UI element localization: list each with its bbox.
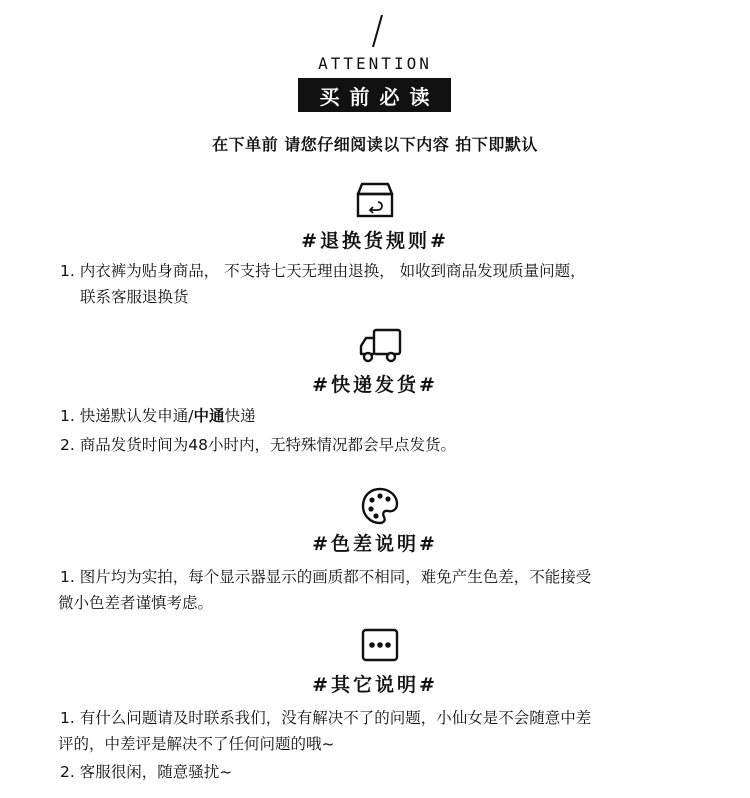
other-line-2: 评的，中差评是解决不了任何问题的哦~ xyxy=(58,735,335,753)
other-line-3: 2. 客服很闲，随意骚扰~ xyxy=(60,763,233,781)
shipping-line-1-bold: 中通 xyxy=(193,407,225,425)
returns-title: #退换货规则# xyxy=(301,230,449,252)
color-line-2: 微小色差者谨慎考虑。 xyxy=(58,594,214,612)
other-line-1: 1. 有什么问题请及时联系我们，没有解决不了的问题，小仙女是不会随意中差 xyxy=(60,709,592,727)
other-title: #其它说明# xyxy=(312,674,438,696)
truck-icon xyxy=(358,326,404,366)
shipping-line-1-suffix: 快递 xyxy=(224,407,256,425)
slash-decoration xyxy=(370,14,384,48)
returns-line-1: 1. 内衣裤为贴身商品， 不支持七天无理由退换， 如收到商品发现质量问题， xyxy=(60,262,586,280)
attention-heading: ATTENTION xyxy=(318,54,432,73)
color-title: #色差说明# xyxy=(312,533,438,555)
returns-line-2: 联系客服退换货 xyxy=(80,288,189,306)
shipping-line-1-prefix: 1. 快递默认发申通/ xyxy=(60,407,194,425)
color-line-1: 1. 图片均为实拍，每个显示器显示的画质都不相同，难免产生色差，不能接受 xyxy=(60,568,592,586)
must-read-banner: 买前必读 xyxy=(298,78,451,112)
shipping-line-2: 2. 商品发货时间为48小时内，无特殊情况都会早点发货。 xyxy=(60,436,456,454)
notice-subtitle: 在下单前 请您仔细阅读以下内容 拍下即默认 xyxy=(212,135,538,154)
shipping-title: #快递发货# xyxy=(312,374,438,396)
box-icon xyxy=(355,180,395,220)
shipping-line-1 xyxy=(60,403,700,429)
palette-icon xyxy=(360,486,400,526)
more-dots-icon xyxy=(360,626,400,666)
